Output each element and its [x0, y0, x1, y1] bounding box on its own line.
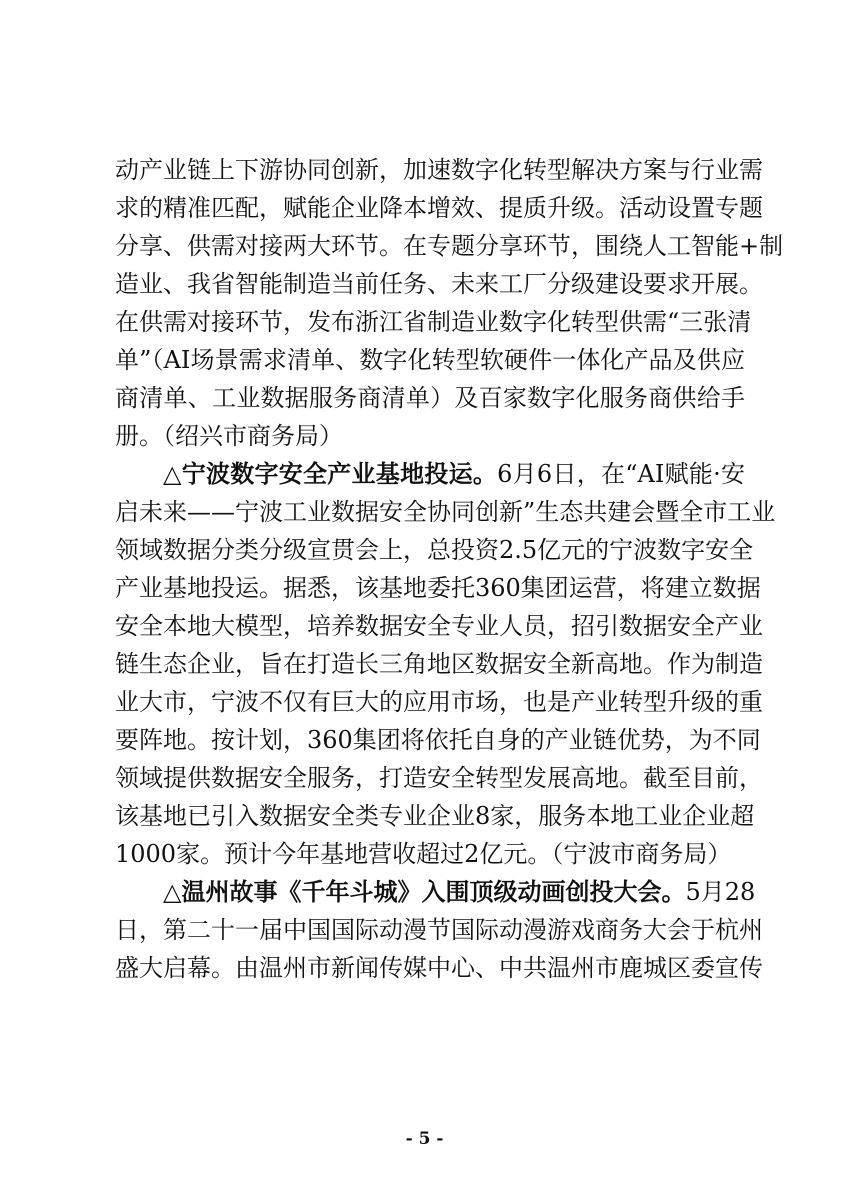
text-line: 启未来——宁波工业数据安全协同创新”生态共建会暨全市工业	[115, 498, 776, 526]
text-line: 产业基地投运。据悉，该基地委托360集团运营，将建立数据	[115, 574, 761, 602]
text-line: 单”（AI场景需求清单、数字化转型软硬件一体化产品及供应	[115, 346, 745, 374]
paragraph-first-line	[115, 455, 745, 493]
text-line: 该基地已引入数据安全类专业企业8家，服务本地工业企业超	[115, 802, 755, 830]
paragraph-wenzhou	[115, 873, 763, 987]
news-headline: △宁波数字安全产业基地投运。	[163, 459, 498, 488]
text-line: 领域数据分类分级宣贯会上，总投资2.5亿元的宁波数字安全	[115, 536, 754, 564]
text-line: 业大市，宁波不仅有巨大的应用市场，也是产业转型升级的重	[115, 688, 763, 716]
text-line: 册。（绍兴市商务局）	[115, 422, 343, 450]
text-line: 日，第二十一届中国国际动漫节国际动漫游戏商务大会于杭州	[115, 916, 763, 944]
text-line: 安全本地大模型，培养数据安全专业人员，招引数据安全产业	[115, 612, 763, 640]
text-line: 1000家。预计今年基地营收超过2亿元。（宁波市商务局）	[115, 840, 732, 868]
text-run: 5月28	[685, 878, 756, 906]
page-number: - 5 -	[405, 1129, 444, 1149]
text-line: 造业、我省智能制造当前任务、未来工厂分级建设要求开展。	[115, 270, 763, 298]
text-line: 要阵地。按计划，360集团将依托自身的产业链优势，为不同	[115, 726, 761, 754]
text-run: 6月6日，在“AI赋能·安	[497, 460, 745, 488]
text-line: 求的精准匹配，赋能企业降本增效、提质升级。活动设置专题	[115, 194, 763, 222]
text-line: 领域提供数据安全服务，打造安全转型发展高地。截至目前，	[115, 764, 763, 792]
text-line: 分享、供需对接两大环节。在专题分享环节，围绕人工智能+制	[115, 232, 784, 260]
paragraph-shaoxing	[115, 151, 784, 455]
news-headline: △温州故事《千年斗城》入围顶级动画创投大会。	[163, 877, 686, 906]
document-body	[115, 151, 784, 987]
text-line: 商清单、工业数据服务商清单）及百家数字化服务商供给手	[115, 384, 745, 412]
paragraph-ningbo	[115, 455, 776, 873]
text-line: 盛大启幕。由温州市新闻传媒中心、中共温州市鹿城区委宣传	[115, 954, 763, 982]
text-line: 在供需对接环节，发布浙江省制造业数字化转型供需“三张清	[115, 308, 752, 336]
paragraph-first-line	[115, 873, 756, 911]
text-line: 动产业链上下游协同创新，加速数字化转型解决方案与行业需	[115, 156, 763, 184]
text-line: 链生态企业，旨在打造长三角地区数据安全新高地。作为制造	[115, 650, 763, 678]
